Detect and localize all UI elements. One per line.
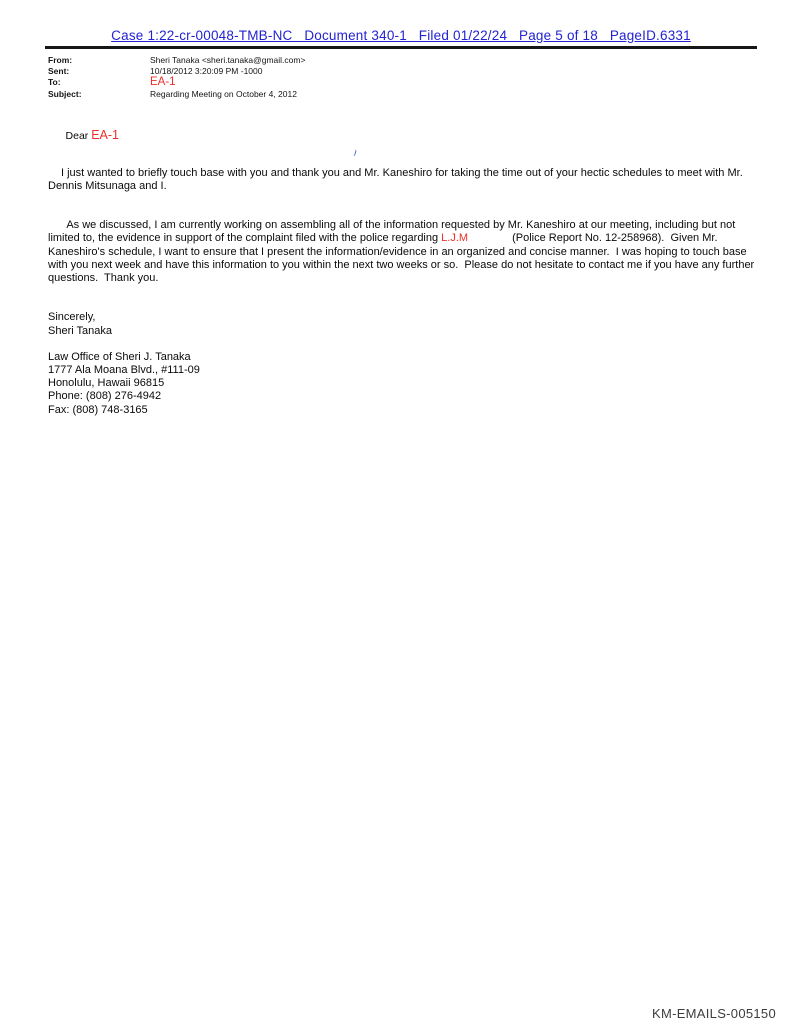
signature-block xyxy=(48,351,760,417)
subject-label: Subject: xyxy=(48,88,82,99)
to-label: To: xyxy=(48,77,61,87)
email-body xyxy=(48,116,760,417)
email-header-row-sent xyxy=(48,66,305,77)
signature-firm: Law Office of Sheri J. Tanaka xyxy=(48,350,191,363)
court-stamp-text: Case 1:22-cr-00048-TMB-NC Document 340-1 Filed 01/22/24 Page 5 of 18 PageID.6331 xyxy=(111,28,691,43)
signature-address: 1777 Ala Moana Blvd., #111-09 xyxy=(48,364,200,377)
email-header-row-subject xyxy=(48,89,305,100)
signature-phone: Phone: (808) 276-4942 xyxy=(48,390,162,403)
salutation xyxy=(48,116,760,157)
sent-value: 10/18/2012 3:20:09 PM -1000 xyxy=(150,65,263,76)
subject-value: Regarding Meeting on October 4, 2012 xyxy=(150,88,297,99)
signature-city: Honolulu, Hawaii 96815 xyxy=(48,377,165,390)
bates-number: KM-EMAILS-005150 xyxy=(651,1006,776,1021)
from-label: From: xyxy=(48,55,73,65)
closing-block xyxy=(48,311,760,337)
email-header-block xyxy=(48,55,305,99)
to-value-redaction: EA-1 xyxy=(150,76,176,88)
salutation-prefix: Dear xyxy=(65,130,92,143)
sent-label: Sent: xyxy=(48,65,70,76)
paragraph2-redaction: L.J.M xyxy=(441,232,469,245)
sender-name: Sheri Tanaka xyxy=(48,324,113,337)
signature-fax: Fax: (808) 748-3165 xyxy=(48,403,148,416)
from-value: Sheri Tanaka <sheri.tanaka@gmail.com> xyxy=(150,55,306,65)
email-header-row-from xyxy=(48,55,305,66)
body-paragraph-1: I just wanted to briefly touch base with you and thank you and Mr. Kaneshiro for taking the time out of your hectic schedules to meet with Mr. Dennis Mitsunaga and I. xyxy=(48,166,746,192)
paragraph2-text-before: As we discussed, I am currently working on assembling all of the information requested by Mr. Kaneshiro at our meeting, including but not limited to, the evidence in support of the complaint filed with the police regarding xyxy=(48,219,739,245)
body-paragraph-2 xyxy=(48,206,760,298)
email-header-row-to xyxy=(48,76,305,89)
paragraph2-text-after: (Police Report No. 12-258968). Given Mr. Kaneshiro's schedule, I want to ensure that I present the information/evidence in an organized and concise manner. I was hoping to touch base with you next week and have this information to you within the next two weeks or so. Please do not hesitate to contact me if you have any further questions. Thank you. xyxy=(48,232,758,285)
salutation-redaction: EA-1 xyxy=(91,128,119,143)
closing-line: Sincerely, xyxy=(48,311,96,324)
court-stamp-header xyxy=(45,27,757,49)
